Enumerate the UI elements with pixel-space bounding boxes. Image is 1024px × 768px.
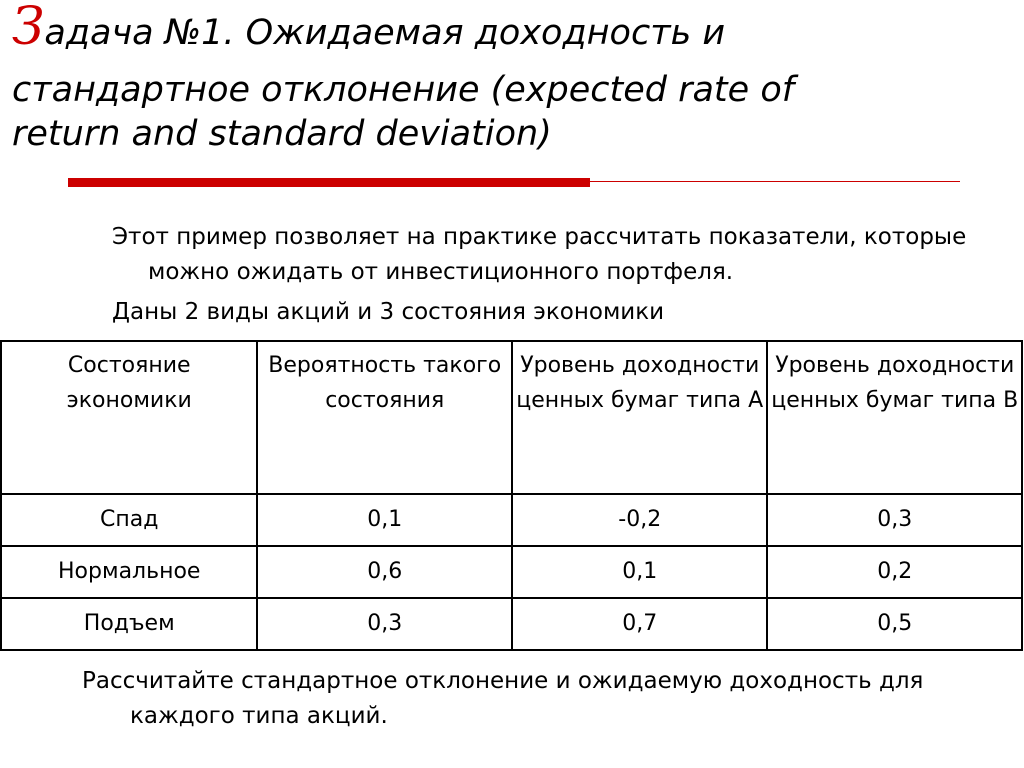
title-line-2: стандартное отклонение (expected rate of xyxy=(12,70,795,110)
table-row xyxy=(1,494,1022,546)
returns-table xyxy=(0,340,1023,651)
cell-state: Спад xyxy=(1,494,257,546)
cell-return-a: 0,1 xyxy=(512,546,767,598)
intro-text xyxy=(112,220,1012,330)
intro-paragraph-2: Даны 2 виды акций и 3 состояния экономики xyxy=(112,299,665,325)
cell-state: Подъем xyxy=(1,598,257,650)
task-text: Рассчитайте стандартное отклонение и ожидаемую доходность для каждого типа акций. xyxy=(82,668,924,729)
header-return-b: Уровень доходности ценных бумаг типа B xyxy=(767,341,1022,494)
cell-return-b: 0,5 xyxy=(767,598,1022,650)
cell-probability: 0,3 xyxy=(257,598,512,650)
page-title xyxy=(12,0,992,156)
drop-cap: З xyxy=(12,0,45,57)
table-header-row xyxy=(1,341,1022,494)
title-underline-thin xyxy=(590,181,960,182)
header-return-a: Уровень доходности ценных бумаг типа A xyxy=(512,341,767,494)
title-line-3: return and standard deviation) xyxy=(12,114,552,154)
cell-state: Нормальное xyxy=(1,546,257,598)
cell-return-a: -0,2 xyxy=(512,494,767,546)
table-row xyxy=(1,546,1022,598)
cell-probability: 0,1 xyxy=(257,494,512,546)
intro-paragraph-1: Этот пример позволяет на практике рассчитать показатели, которые можно ожидать от инвестиционного портфеля. xyxy=(112,224,967,285)
cell-probability: 0,6 xyxy=(257,546,512,598)
header-probability: Вероятность такого состояния xyxy=(257,341,512,494)
title-underline-thick xyxy=(68,178,590,187)
title-line-1: адача №1. Ожидаемая доходность и xyxy=(44,13,726,53)
cell-return-a: 0,7 xyxy=(512,598,767,650)
table-row xyxy=(1,598,1022,650)
header-economy-state: Состояние экономики xyxy=(1,341,257,494)
cell-return-b: 0,3 xyxy=(767,494,1022,546)
cell-return-b: 0,2 xyxy=(767,546,1022,598)
